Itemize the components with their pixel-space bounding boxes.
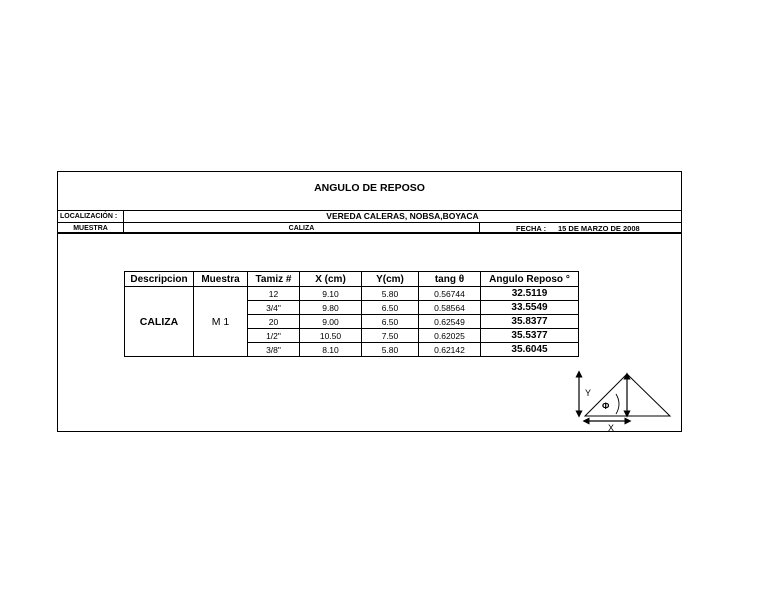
angulo-cell: 35.6045 — [481, 343, 579, 357]
header-tamiz: Tamiz # — [248, 272, 300, 287]
angulo-reposo-sheet — [57, 171, 682, 432]
angulo-cell: 35.5377 — [481, 329, 579, 343]
x-cell: 9.10 — [300, 287, 362, 301]
repose-angle-diagram — [572, 368, 672, 432]
x-cell: 10.50 — [300, 329, 362, 343]
angulo-cell: 32.5119 — [481, 287, 579, 301]
tamiz-cell: 12 — [248, 287, 300, 301]
localizacion-value: VEREDA CALERAS, NOBSA,BOYACA — [326, 211, 479, 221]
angle-label: Φ — [602, 401, 610, 411]
fecha-value: 15 DE MARZO DE 2008 — [558, 224, 640, 233]
angulo-cell: 35.8377 — [481, 315, 579, 329]
tamiz-cell: 1/2" — [248, 329, 300, 343]
y-cell: 5.80 — [362, 343, 419, 357]
tang-cell: 0.62025 — [419, 329, 481, 343]
localizacion-label: LOCALIZACIÓN : — [60, 211, 124, 222]
header-y: Y(cm) — [362, 272, 419, 287]
muestra-label: MUESTRA — [58, 223, 124, 232]
tang-cell: 0.62549 — [419, 315, 481, 329]
y-cell: 6.50 — [362, 301, 419, 315]
y-cell: 6.50 — [362, 315, 419, 329]
muestra-value: CALIZA — [124, 223, 480, 232]
y-cell: 5.80 — [362, 287, 419, 301]
muestra-row — [58, 222, 681, 234]
x-cell: 8.10 — [300, 343, 362, 357]
fecha-label: FECHA : — [516, 224, 547, 233]
table-row — [125, 287, 579, 301]
tamiz-cell: 20 — [248, 315, 300, 329]
header-muestra: Muestra — [194, 272, 248, 287]
tang-cell: 0.56744 — [419, 287, 481, 301]
header-descripcion: Descripcion — [125, 272, 194, 287]
y-cell: 7.50 — [362, 329, 419, 343]
angle-arc — [616, 394, 619, 414]
tamiz-cell: 3/4" — [248, 301, 300, 315]
tang-cell: 0.62142 — [419, 343, 481, 357]
localizacion-row — [58, 210, 681, 222]
tang-cell: 0.58564 — [419, 301, 481, 315]
header-angulo: Angulo Reposo ° — [481, 272, 579, 287]
header-tang: tang θ — [419, 272, 481, 287]
results-table — [124, 271, 579, 357]
y-label: Y — [585, 388, 592, 398]
sheet-title: ANGULO DE REPOSO — [314, 182, 425, 194]
angulo-cell: 33.5549 — [481, 301, 579, 315]
header-x: X (cm) — [300, 272, 362, 287]
muestra-cell: M 1 — [194, 287, 248, 357]
x-cell: 9.80 — [300, 301, 362, 315]
x-cell: 9.00 — [300, 315, 362, 329]
table-header-row — [125, 272, 579, 287]
descripcion-cell: CALIZA — [125, 287, 194, 357]
tamiz-cell: 3/8" — [248, 343, 300, 357]
x-label: X — [608, 423, 615, 432]
